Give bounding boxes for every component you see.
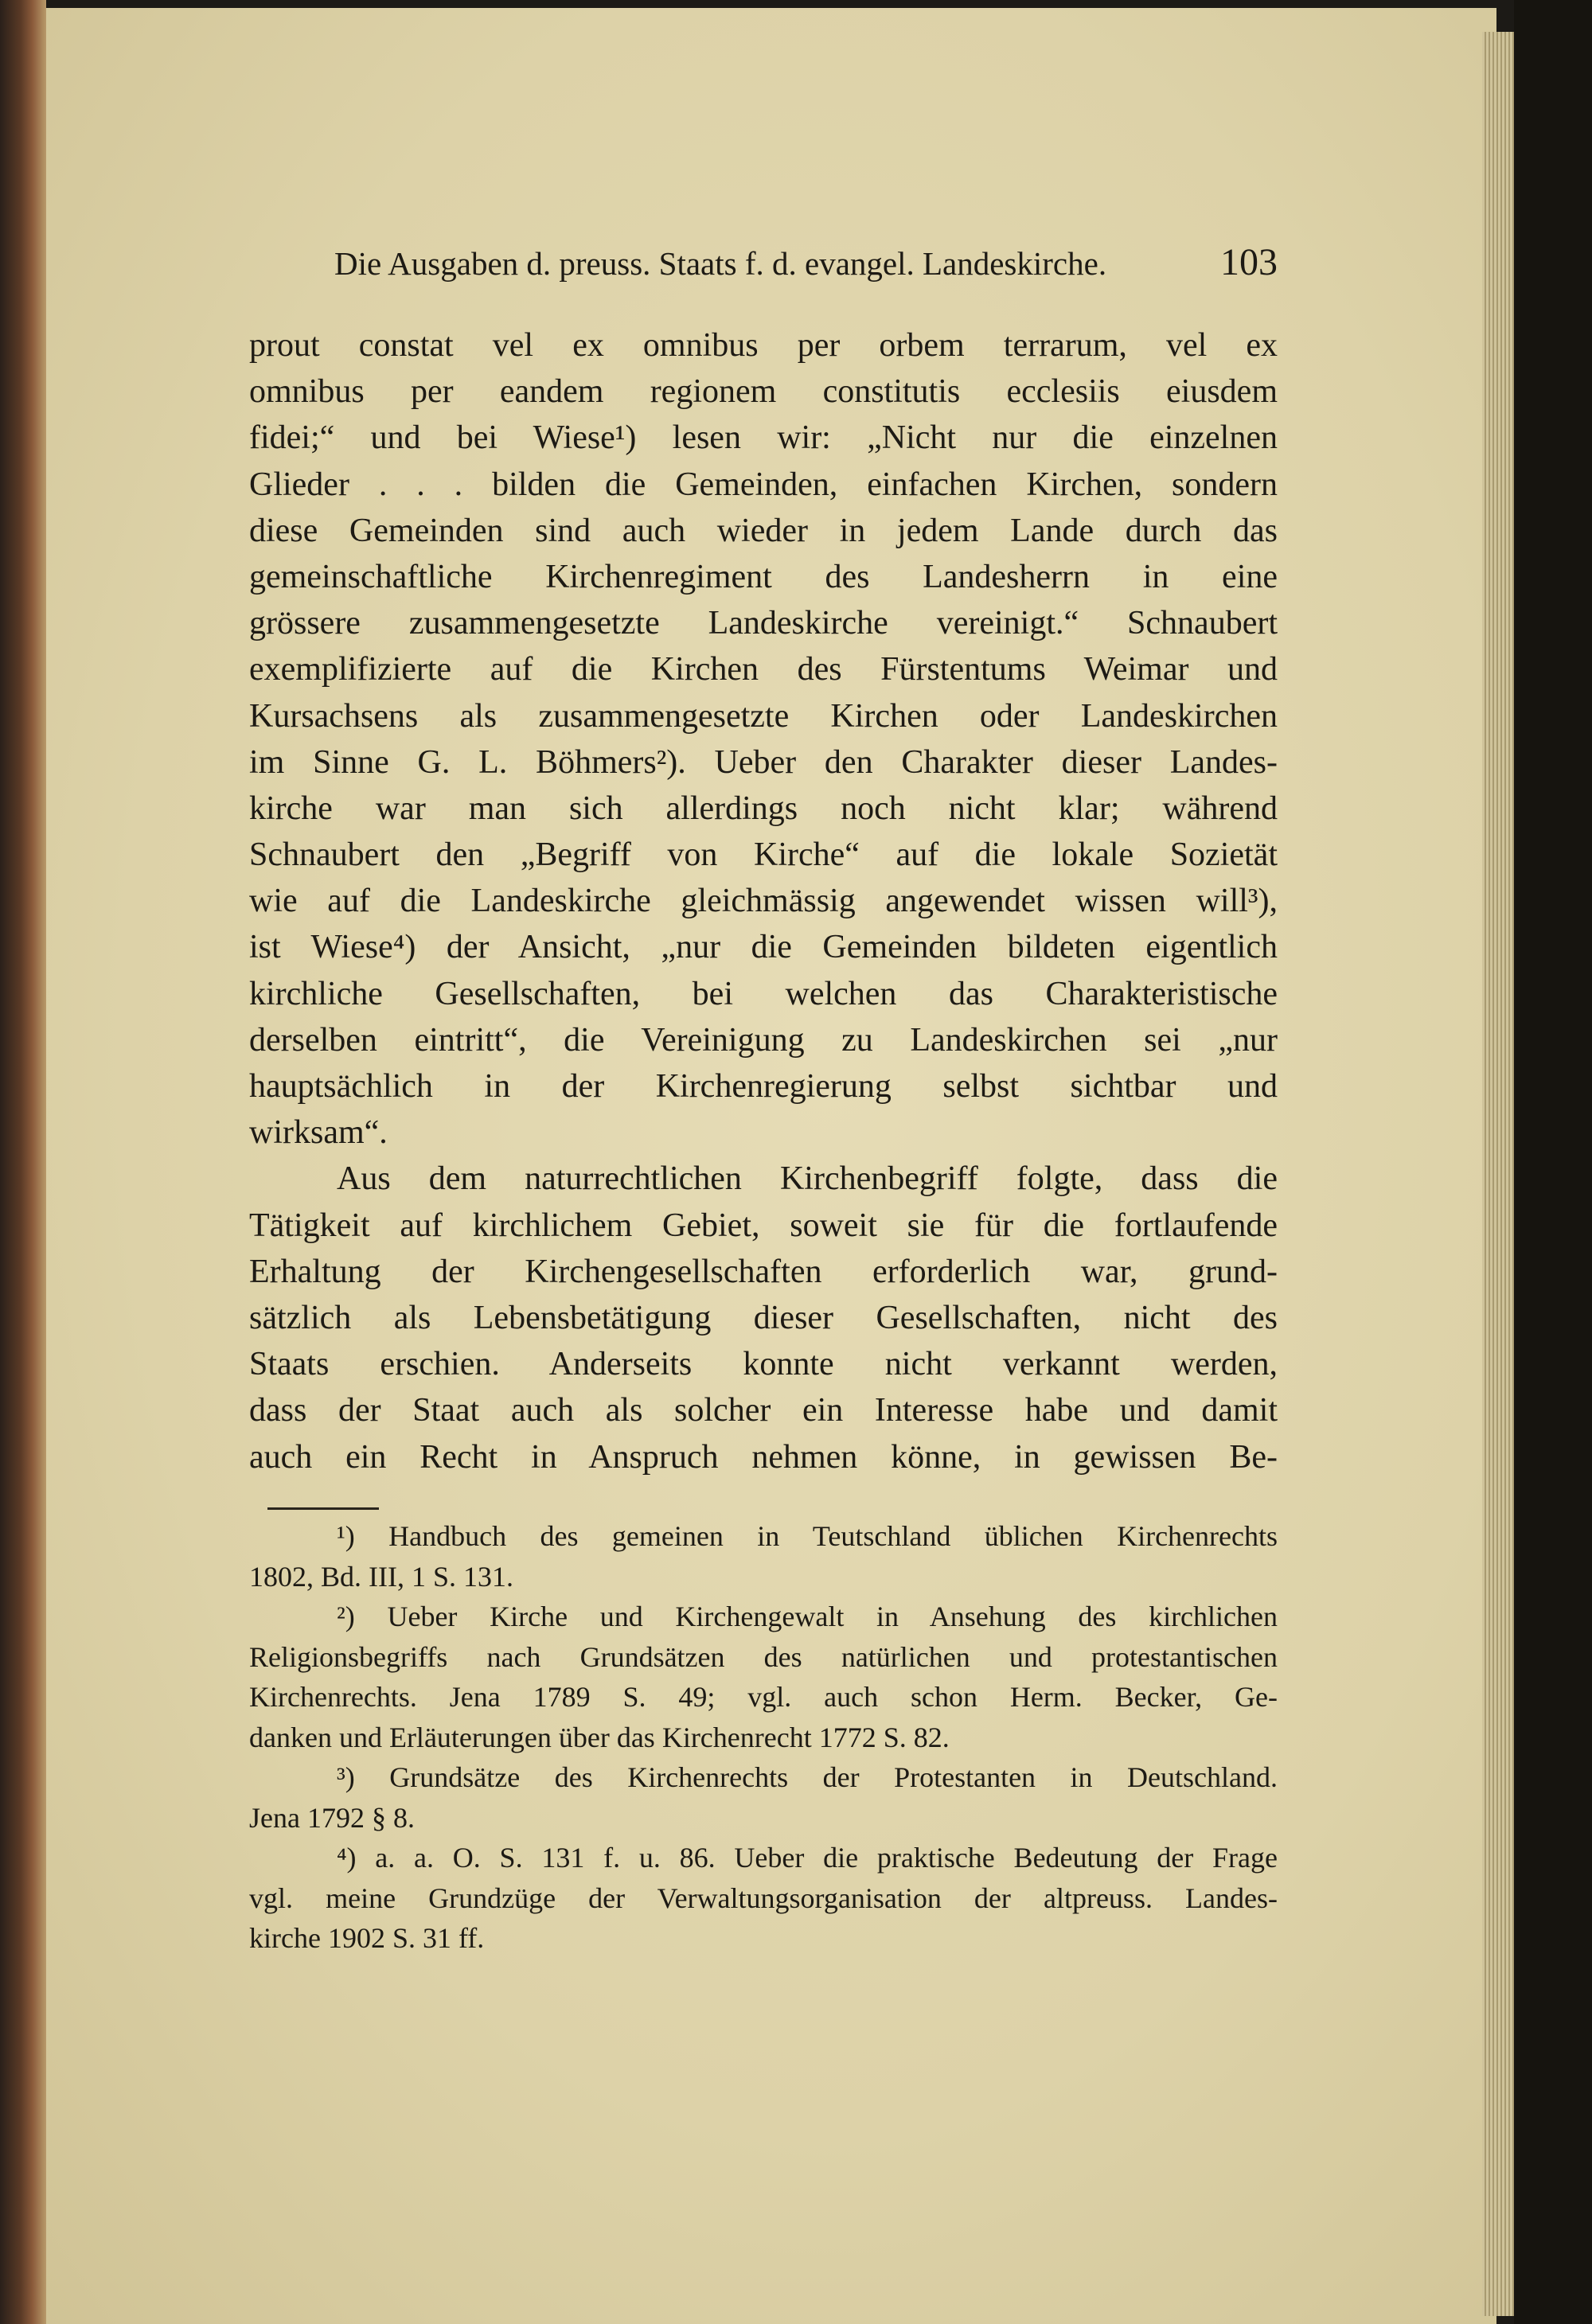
body-line: Tätigkeit auf kirchlichem Gebiet, soweit sie für die fortlaufende bbox=[249, 1207, 1278, 1244]
body-line: wirksam“. bbox=[249, 1114, 388, 1152]
body-line: im Sinne G. L. Böhmers²). Ueber den Charakter dieser Landes- bbox=[249, 743, 1278, 781]
body-line: auch ein Recht in Anspruch nehmen könne, in gewissen Be- bbox=[249, 1438, 1278, 1476]
body-line: exemplifizierte auf die Kirchen des Fürstentums Weimar und bbox=[249, 651, 1278, 688]
footnote-line: kirche 1902 S. 31 ff. bbox=[249, 1922, 485, 1954]
background-dark bbox=[1514, 0, 1592, 2324]
body-line: wie auf die Landeskirche gleichmässig angewendet wissen will³), bbox=[249, 883, 1278, 920]
book-page bbox=[0, 8, 1496, 2324]
running-title: Die Ausgaben d. preuss. Staats f. d. evangel. Landeskirche. bbox=[334, 245, 1107, 282]
body-line: Erhaltung der Kirchengesellschaften erforderlich war, grund- bbox=[249, 1253, 1278, 1290]
book-binding bbox=[0, 0, 46, 2324]
body-line: hauptsächlich in der Kirchenregierung selbst sichtbar und bbox=[249, 1068, 1278, 1105]
footnote-line: vgl. meine Grundzüge der Verwaltungsorganisation der altpreuss. Landes- bbox=[249, 1881, 1278, 1914]
body-line: kirchliche Gesellschaften, bei welchen das Charakteristische bbox=[249, 975, 1278, 1012]
body-line: Staats erschien. Anderseits konnte nicht verkannt werden, bbox=[249, 1346, 1278, 1383]
body-line: sätzlich als Lebensbetätigung dieser Gesellschaften, nicht des bbox=[249, 1299, 1278, 1336]
body-line: derselben eintritt“, die Vereinigung zu Landeskirchen sei „nur bbox=[249, 1021, 1278, 1059]
footnote-line: ³) Grundsätze des Kirchenrechts der Protestanten in Deutschland. bbox=[337, 1761, 1278, 1793]
footnote-line: danken und Erläuterungen über das Kirchenrecht 1772 S. 82. bbox=[249, 1721, 950, 1753]
body-line: Glieder . . . bilden die Gemeinden, einfachen Kirchen, sondern bbox=[249, 466, 1278, 503]
body-line: kirche war man sich allerdings noch nicht klar; während bbox=[249, 790, 1278, 827]
body-line: Aus dem naturrechtlichen Kirchenbegriff folgte, dass die bbox=[337, 1160, 1278, 1198]
body-line: omnibus per eandem regionem constitutis ecclesiis eiusdem bbox=[249, 373, 1278, 411]
footnote-line: ¹) Handbuch des gemeinen in Teutschland üblichen Kirchenrechts bbox=[337, 1520, 1278, 1552]
running-header bbox=[334, 240, 1278, 284]
footnote-line: Jena 1792 § 8. bbox=[249, 1801, 415, 1834]
footnote-line: ²) Ueber Kirche und Kirchengewalt in Ansehung des kirchlichen bbox=[337, 1601, 1278, 1632]
body-line: grössere zusammengesetzte Landeskirche vereinigt.“ Schnaubert bbox=[249, 605, 1278, 642]
body-line: gemeinschaftliche Kirchenregiment des Landesherrn in eine bbox=[249, 558, 1278, 595]
page-stack-edge bbox=[1482, 32, 1514, 2316]
footnote-line: Religionsbegriffs nach Grundsätzen des natürlichen und protestantischen bbox=[249, 1640, 1278, 1673]
body-line: Kursachsens als zusammengesetzte Kirchen oder Landeskirchen bbox=[249, 697, 1278, 735]
body-line: prout constat vel ex omnibus per orbem terrarum, vel ex bbox=[249, 327, 1278, 364]
footnote-separator bbox=[267, 1507, 379, 1510]
body-line: fidei;“ und bei Wiese¹) lesen wir: „Nicht nur die einzelnen bbox=[249, 419, 1278, 457]
body-line: ist Wiese⁴) der Ansicht, „nur die Gemeinden bildeten eigentlich bbox=[249, 929, 1278, 966]
page-number: 103 bbox=[1220, 241, 1278, 283]
footnote-line: ⁴) a. a. O. S. 131 f. u. 86. Ueber die praktische Bedeutung der Frage bbox=[337, 1842, 1278, 1874]
body-line: diese Gemeinden sind auch wieder in jedem Lande durch das bbox=[249, 512, 1278, 549]
footnote-line: 1802, Bd. III, 1 S. 131. bbox=[249, 1560, 513, 1593]
body-line: Schnaubert den „Begriff von Kirche“ auf die lokale Sozietät bbox=[249, 836, 1278, 874]
footnotes bbox=[249, 1516, 1278, 1959]
body-line: dass der Staat auch als solcher ein Interesse habe und damit bbox=[249, 1392, 1278, 1429]
body-text bbox=[249, 322, 1278, 1480]
footnote-line: Kirchenrechts. Jena 1789 S. 49; vgl. auch schon Herm. Becker, Ge- bbox=[249, 1681, 1278, 1713]
